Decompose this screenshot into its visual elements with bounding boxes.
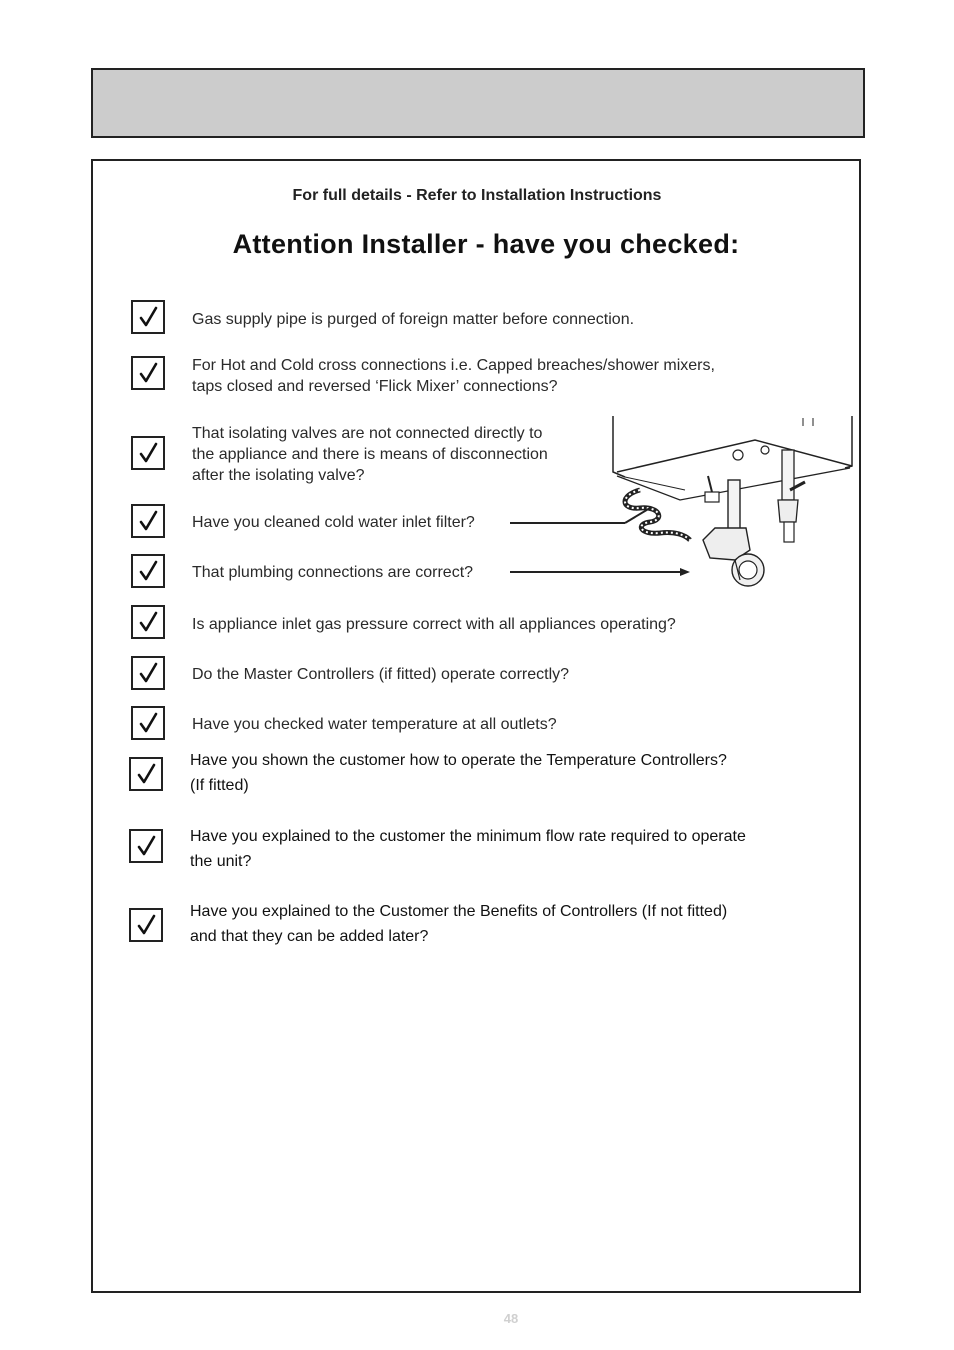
checkbox-plumbing[interactable] [131,554,165,588]
checkbox-inlet-filter[interactable] [131,504,165,538]
checklist-item-text: Is appliance inlet gas pressure correct with all appliances operating? [192,616,676,633]
checkmark-icon [133,302,163,332]
checklist-item-text: That plumbing connections are correct? [192,564,474,581]
page-title: Attention Installer - have you checked: [232,229,740,259]
checkbox-cross-connections[interactable] [131,356,165,390]
checkbox-master-controllers[interactable] [131,656,165,690]
checklist-item-text: Do the Master Controllers (if fitted) operate correctly? [192,666,570,683]
checkmark-icon [133,438,163,468]
checkbox-isolating-valves[interactable] [131,436,165,470]
checklist-item-text: Have you cleaned cold water inlet filter? [192,514,475,531]
appliance-plumbing-illustration-icon [500,410,860,600]
subtitle: For full details - Refer to Installation Instructions [292,187,662,204]
checkmark-icon [133,607,163,637]
checkmark-icon [131,910,161,940]
checkmark-icon [131,759,161,789]
checkbox-minimum-flow[interactable] [129,829,163,863]
checklist-item-text: Have you explained to the Customer the Benefits of Controllers (If not fitted) and that they can be added later? [190,903,728,945]
checklist-item-text: Have you explained to the customer the minimum flow rate required to operate the unit? [190,828,746,870]
checkbox-purge[interactable] [131,300,165,334]
checklist-item-text: For Hot and Cold cross connections i.e. Capped breaches/shower mixers, taps closed and reversed ‘Flick Mixer’ connections? [192,357,715,395]
checkmark-icon [133,556,163,586]
checkmark-icon [133,658,163,688]
checkbox-temperature-controllers[interactable] [129,757,163,791]
page-number: 48 [503,1311,519,1326]
checklist-item-text: Have you checked water temperature at all outlets? [192,716,557,733]
checkmark-icon [133,506,163,536]
checkbox-water-temperature[interactable] [131,706,165,740]
checkbox-controller-benefits[interactable] [129,908,163,942]
header-bar [91,68,865,138]
checklist-item-text: That isolating valves are not connected directly to the appliance and there is means of disconnection after the isolating valve? [192,425,548,484]
checklist-item-text: Gas supply pipe is purged of foreign matter before connection. [192,311,635,328]
checklist-item-text: Have you shown the customer how to operate the Temperature Controllers? (If fitted) [190,752,727,794]
checkmark-icon [131,831,161,861]
checkbox-gas-pressure[interactable] [131,605,165,639]
checkmark-icon [133,358,163,388]
checkmark-icon [133,708,163,738]
